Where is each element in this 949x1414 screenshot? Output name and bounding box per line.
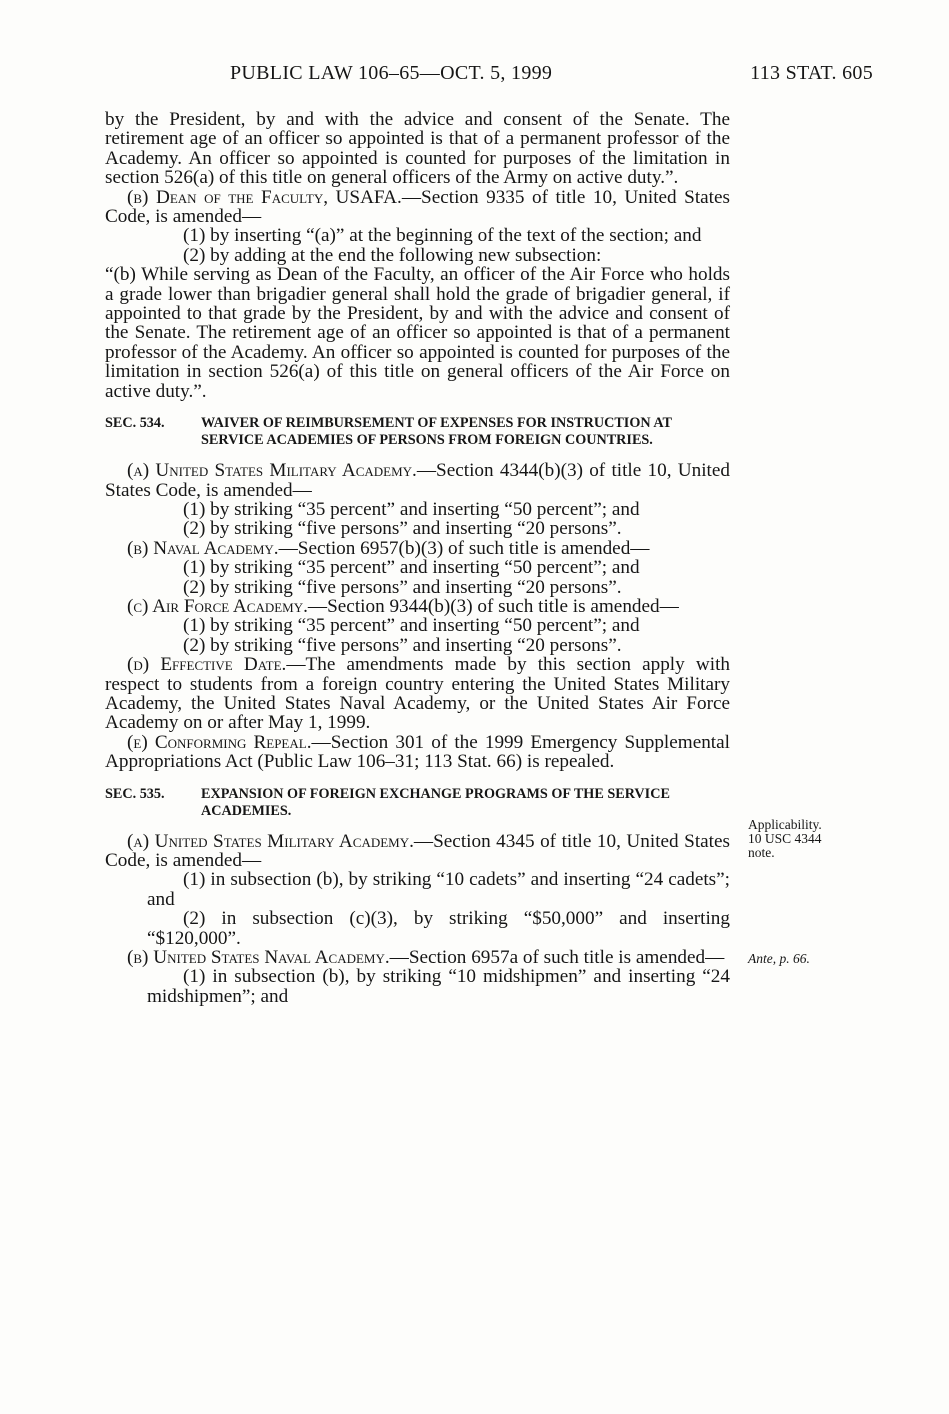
paragraph-b1: (1) by inserting “(a)” at the beginning of the text of the section; and [183, 225, 702, 247]
running-title: PUBLIC LAW 106–65—OCT. 5, 1999 [230, 62, 553, 84]
margin-note-text: Ante, p. 66. [748, 951, 810, 966]
subsection-text: —Section 6957(b)(3) of such title is amended— [278, 537, 650, 559]
paragraph-535a2: (2) in subsection (c)(3), by striking “$50,000” and inserting “$120,000”. [147, 908, 730, 949]
quoted-subsection: “(b) While serving as Dean of the Faculty, an officer of the Air Force who holds a grade lower than brigadier general shall hold the grade of brigadier general, if appointed to that grade by the President, by and with the advice and consent of the Senate. The retirement age of an officer so appointed is that of a permanent professor of the Academy. An officer so appointed is counted for purposes of the limitation in section 526(a) of this title on general officers of the Air Force on active duty.”. [105, 264, 730, 402]
margin-note-line: Applicability. [748, 817, 822, 832]
subsection-text: —Section 9335 of title 10, United States Code, is amended— [105, 186, 730, 228]
section-534-heading [105, 415, 730, 449]
section-title: WAIVER OF REIMBURSEMENT OF EXPENSES FOR INSTRUCTION AT SERVICE ACADEMIES OF PERSONS FROM FOREIGN COUNTRIES. [201, 415, 672, 449]
subsection-534b [105, 539, 730, 558]
subsection-heading: (e) Conforming Repeal. [127, 731, 312, 753]
subsection-text: —Section 4345 of title 10, United States Code, is amended— [105, 830, 730, 871]
subsection-text: —Section 4344(b)(3) of title 10, United States Code, is amended— [105, 460, 730, 501]
statute-body [105, 110, 730, 1006]
subsection-heading: (a) United States Military Academy. [127, 460, 417, 482]
continuation-paragraph: by the President, by and with the advice and consent of the Senate. The retirement age of an officer so appointed is that of a permanent professor of the Academy. An officer so appointed is counted for purposes of the limitation in section 526(a) of this title on general officers of the Army on active duty.”. [105, 109, 730, 189]
subsection-text: —Section 9344(b)(3) of such title is amended— [307, 595, 679, 617]
paragraph-b2: (2) by adding at the end the following new subsection: [183, 244, 602, 266]
subsection-heading: (c) Air Force Academy. [127, 595, 308, 617]
subsection-535a [105, 832, 730, 871]
margin-note-line: note. [748, 845, 775, 860]
subsection-535b [105, 948, 730, 967]
margin-note-line: 10 USC 4344 [748, 831, 822, 846]
paragraph-534c1: (1) by striking “35 percent” and inserting “50 percent”; and [183, 615, 640, 637]
margin-note-ante [748, 952, 810, 966]
stat-page-number: 113 STAT. 605 [750, 62, 873, 84]
paragraph-534a2: (2) by striking “five persons” and inserting “20 persons”. [183, 518, 622, 540]
section-number: SEC. 534. [105, 415, 165, 432]
subsection-534e [105, 733, 730, 772]
page-header [105, 62, 873, 92]
section-535-heading [105, 786, 730, 820]
section-title: EXPANSION OF FOREIGN EXCHANGE PROGRAMS OF THE SERVICE ACADEMIES. [201, 785, 670, 819]
subsection-534c [105, 597, 730, 616]
subsection-534d [105, 655, 730, 733]
subsection-heading: (b) Dean of the Faculty, USAFA. [127, 186, 402, 208]
paragraph-535b1: (1) in subsection (b), by striking “10 midshipmen” and inserting “24 midshipmen”; and [147, 966, 730, 1007]
paragraph-534c2: (2) by striking “five persons” and inserting “20 persons”. [183, 634, 622, 656]
subsection-534a [105, 461, 730, 500]
subsection-heading: (d) Effective Date. [127, 654, 287, 676]
paragraph-535a1: (1) in subsection (b), by striking “10 cadets” and inserting “24 cadets”; and [147, 869, 730, 910]
subsection-text: —Section 6957a of such title is amended— [389, 947, 725, 969]
subsection-text: —Section 301 of the 1999 Emergency Supplemental Appropriations Act (Public Law 106–31; 113 Stat. 66) is repealed. [105, 731, 730, 773]
margin-note-applicability [748, 818, 822, 860]
subsection-b-usafa [105, 188, 730, 227]
paragraph-534b1: (1) by striking “35 percent” and inserting “50 percent”; and [183, 557, 640, 579]
subsection-heading: (b) Naval Academy. [127, 537, 279, 559]
subsection-text: —The amendments made by this section apply with respect to students from a foreign country entering the United States Military Academy, the United States Naval Academy, or the United States Air Force Academy on or after May 1, 1999. [105, 654, 730, 734]
subsection-heading: (b) United States Naval Academy. [127, 947, 390, 969]
paragraph-534b2: (2) by striking “five persons” and inserting “20 persons”. [183, 576, 622, 598]
paragraph-534a1: (1) by striking “35 percent” and inserting “50 percent”; and [183, 498, 640, 520]
subsection-heading: (a) United States Military Academy. [127, 830, 414, 852]
section-number: SEC. 535. [105, 785, 165, 802]
